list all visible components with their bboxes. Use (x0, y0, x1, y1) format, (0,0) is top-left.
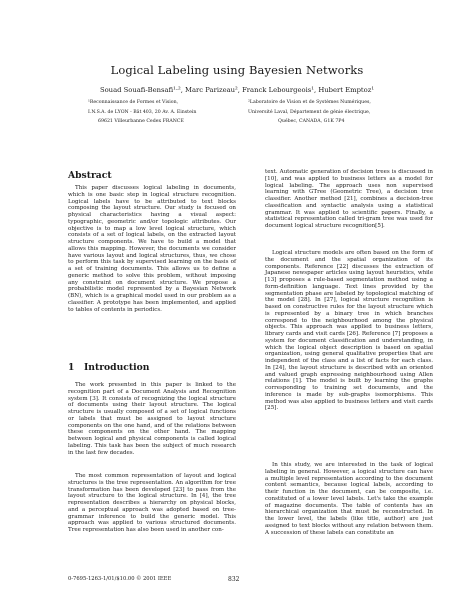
right-paragraph-3 (265, 462, 433, 536)
paper-title: Logical Labeling using Bayesien Networks (110, 63, 364, 77)
affiliation-line: 69621 Villeurbanne Cedex FRANCE (98, 119, 184, 125)
abstract-text (68, 185, 236, 313)
right-paragraph-1 (265, 169, 433, 230)
page-number: 832 (228, 576, 240, 583)
body-paragraph: The work presented in this paper is linked to the recognition part of a Document Analysis and Recognition system [3]. It consists of recognizing the logical structure of documents using their layout structure. The logical structure is usually composed of a set of logical functions or labels that must be assigned to layout structure components on the one hand, and of the relations between these components on the other hand. The mapping between logical and physical components is called logical labeling. This task has been the subject of much research in the last few decades. (68, 382, 236, 456)
abstract-paragraph: This paper discusses logical labeling in documents, which is one basic step in logical structure recognition. Logical labels have to be attributed to text blocks composing the layout structure. Our study is focused on physical characteristics having a visual aspect: typographic, geometric and/or topologic attributes. Our objective is to map a low level logical structure, which consists of a set of logical labels, on the extracted layout structure components. We have to build a model that allows this mapping. However, the documents we consider have various layout and logical structures, thus, we chose to perform this task by supervised learning on the basis of a set of training documents. This allows us to define a generic method to solve this problem, without imposing any constraint on document structure. We propose a probabilistic model represented by a Bayesian Network (BN), which is a graphical model used in our problem as a classifier. A prototype has been implemented, and applied to tables of contents in periodics. (68, 185, 236, 313)
affiliation-line: Québec, CANADA, G1K 7P4 (278, 119, 345, 125)
paper-authors: Souad Souafi-Bensafi¹·², Marc Parizeau², Franck Lebourgeois¹, Hubert Emptoz¹ (99, 86, 375, 94)
body-paragraph: Logical structure models are often based on the form of the document and the spatial organization of its components. Reference [22] discusses the extraction of Japanese newspaper articles using layout heuristics, while [13] proposes a rule-based segmentation method using a form-definition language. Text lines provided by the segmentation phase are labeled by topological matching of the model [28]. In [27], logical structure recognition is based on constructive rules for the layout structure which is represented by a binary tree in which branches correspond to the neighbourhood among the physical objects. This approach was applied to business letters, library cards and visit cards [26]. Reference [7] proposes a system for document classification and understanding, in which the logical object description is based on spatial organization, using general qualitative properties that are independent of the class and a list of facts for each class. In [24], the layout structure is described with an oriented and valued graph expressing neighbourhood using Allen relations [1]. The model is built by learning the graphs corresponding to training set documents, and the inference is made by sub-graphs isomorphisms. This method was also applied to business letters and visit cards [25]. (265, 250, 433, 412)
abstract-heading: Abstract (68, 170, 112, 181)
affiliation-right (248, 98, 408, 127)
copyright-footer: 0-7695-1263-1/01/$10.00 © 2001 IEEE (68, 576, 172, 582)
introduction-paragraph-2 (68, 473, 236, 534)
body-paragraph: The most common representation of layout and logical structures is the tree representation. An algorithm for tree transformation has been developed [23] to pass from the layout structure to the logical structure. In [4], the tree representation describes a hierarchy on physical blocks, and a perceptual approach was adopted based on tree-grammar inference to build the generic model. This approach was applied to various structured documents. Tree representation has also been used in another con- (68, 473, 236, 533)
right-paragraph-2 (265, 250, 433, 412)
affiliation-line: Université Laval, Département de génie électrique, (248, 109, 371, 115)
affiliation-left (88, 98, 238, 127)
introduction-paragraph-1 (68, 382, 236, 456)
affiliation-line: ²Laboratoire de Vision et de Systèmes Numériques, (248, 100, 371, 105)
introduction-heading: 1 Introduction (68, 362, 150, 373)
affiliation-line: I.N.S.A. de LYON - Bât 403, 20 Av. A. Einstein (88, 109, 197, 115)
body-paragraph: In this study, we are interested in the task of logical labeling in general. However, a logical structure can have a multiple level representation according to the document content semantics, because logical labels, according to their function in the document, can be composite, i.e. constituted of a lower level labels. Let's take the example of magazine documents. The table of contents has an hierarchical organization that must be reconstructed. In the lower level, the labels (like title, author) are just assigned to text blocks without any relation between them. A succession of these labels can constitute an (265, 462, 433, 536)
affiliation-line: ¹Reconnaissance de Formes et Vision, (88, 100, 179, 105)
body-paragraph: text. Automatic generation of decision trees is discussed in [10], and was applied to business letters as a model for logical labeling. The approach uses non supervised learning with GTree (Geometric Tree), a decision tree classifier. Another method [21], combines a decision-tree classification and syntactic analysis using a statistical grammar. It was applied to scientific papers. Finally, a statistical representation called tri-gram tree was used for document logical structure recognition[5]. (265, 169, 433, 229)
